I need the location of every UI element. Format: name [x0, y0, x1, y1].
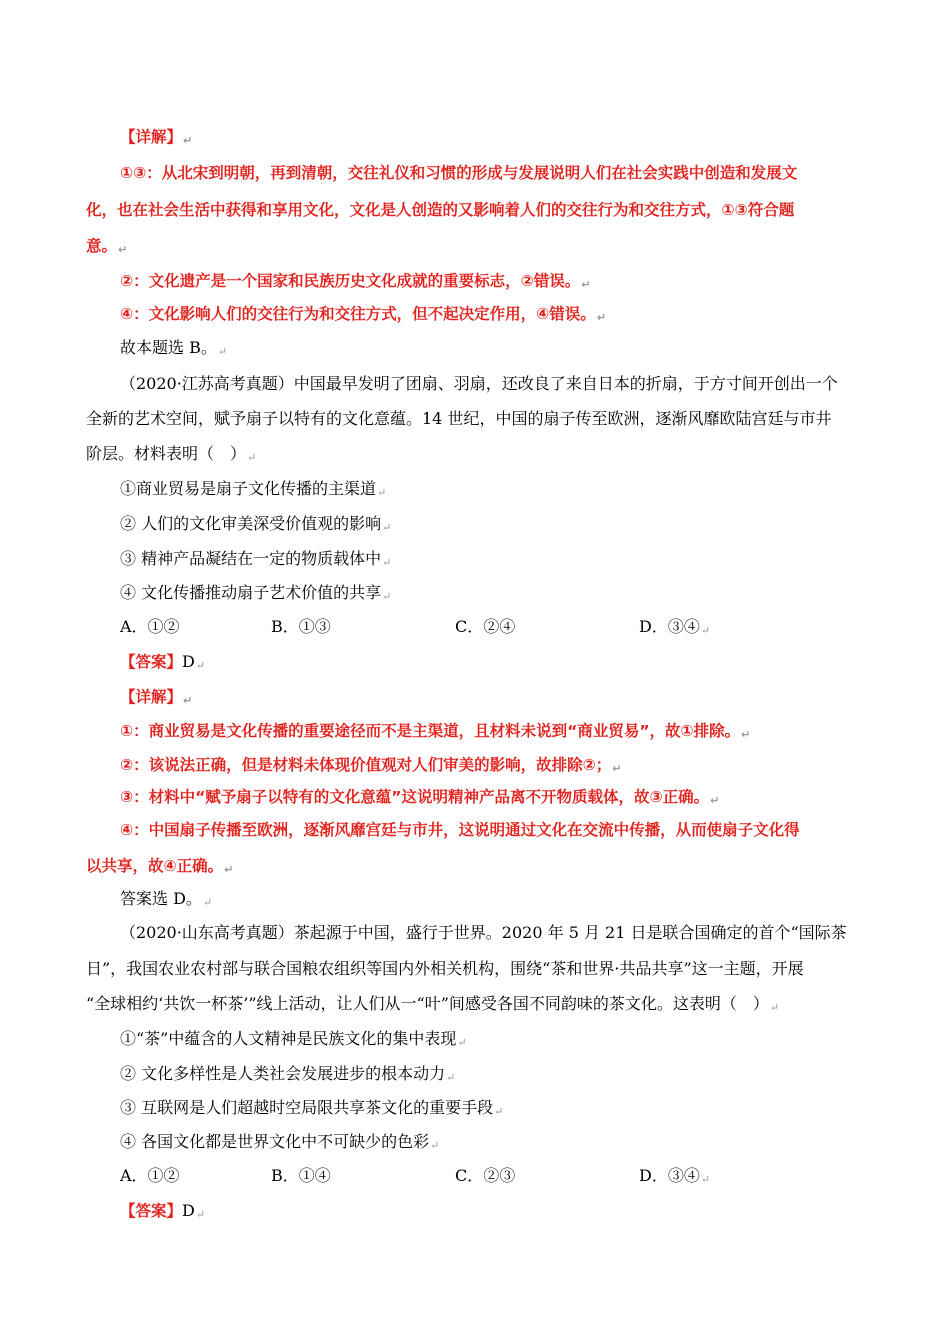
question-stem-line: （2020·山东高考真题）茶起源于中国，盛行于世界。2020 年 5 月 21 日是联合国确定的首个“国际茶 [120, 923, 847, 942]
option-c: C．②③ [455, 1166, 516, 1185]
option-d: D．③④↵ [639, 617, 711, 637]
statement-item: ③ 精神产品凝结在一定的物质载体中↵ [120, 549, 392, 569]
detail-line: ②：该说法正确，但是材料未体现价值观对人们审美的影响，故排除②；↵ [120, 756, 622, 775]
detail-line: 意。↵ [86, 237, 128, 256]
statement-item: ①商业贸易是扇子文化传播的主渠道↵ [120, 479, 387, 499]
detail-line: ③：材料中“赋予扇子以特有的文化意蕴”这说明精神产品离不开物质载体，故③正确。↵ [120, 788, 720, 807]
detail-line: 以共享，故④正确。↵ [86, 857, 234, 876]
detail-tag-1: 【详解】↵ [120, 128, 193, 147]
detail-line: ④：文化影响人们的交往行为和交往方式，但不起决定作用，④错误。↵ [120, 305, 606, 324]
detail-line: ①：商业贸易是文化传播的重要途径而不是主渠道，且材料未说到“商业贸易”，故①排除。↵ [120, 722, 751, 741]
option-a: A．①② [120, 617, 180, 636]
conclusion-1: 故本题选 B。↵ [120, 338, 228, 358]
question-stem-line: 日”，我国农业农村部与联合国粮农组织等国内外相关机构，围绕“茶和世界·共品共享”这一主题，开展 [86, 959, 804, 978]
statement-item: ④ 文化传播推动扇子艺术价值的共享↵ [120, 583, 392, 603]
detail-tag-2: 【详解】↵ [120, 688, 193, 707]
detail-line: 化，也在社会生活中获得和享用文化，文化是人创造的又影响着人们的交往行为和交往方式，①③符合题 [86, 201, 795, 219]
question-stem-line: 全新的艺术空间，赋予扇子以特有的文化意蕴。14 世纪，中国的扇子传至欧洲，逐渐风靡欧陆宫廷与市井 [86, 409, 832, 428]
statement-item: ② 文化多样性是人类社会发展进步的根本动力↵ [120, 1064, 456, 1084]
answer-2: 【答案】D↵ [120, 652, 206, 672]
detail-line: ②：文化遗产是一个国家和民族历史文化成就的重要标志，②错误。↵ [120, 272, 591, 291]
option-c: C．②④ [455, 617, 516, 636]
option-d: D．③④↵ [639, 1166, 711, 1186]
question-stem-line: 阶层。材料表明（ ）↵ [86, 444, 257, 464]
answer-3: 【答案】D↵ [120, 1201, 206, 1221]
option-a: A．①② [120, 1166, 180, 1185]
conclusion-2: 答案选 D。↵ [120, 889, 213, 909]
question-stem-line: “全球相约‘共饮一杯茶’”线上活动，让人们从一“叶”间感受各国不同韵味的茶文化。这表明（ ）↵ [86, 994, 780, 1014]
option-b: B．①③ [271, 617, 331, 636]
statement-item: ④ 各国文化都是世界文化中不可缺少的色彩↵ [120, 1132, 440, 1152]
detail-line: ④：中国扇子传播至欧洲，逐渐风靡宫廷与市井，这说明通过文化在交流中传播，从而使扇子文化得 [120, 821, 800, 839]
statement-item: ② 人们的文化审美深受价值观的影响↵ [120, 514, 392, 534]
statement-item: ①“茶”中蕴含的人文精神是民族文化的集中表现↵ [120, 1029, 467, 1049]
option-b: B．①④ [271, 1166, 331, 1185]
statement-item: ③ 互联网是人们超越时空局限共享茶文化的重要手段↵ [120, 1098, 504, 1118]
question-stem-line: （2020·江苏高考真题）中国最早发明了团扇、羽扇，还改良了来自日本的折扇，于方寸间开创出一个 [120, 374, 838, 393]
detail-line: ①③：从北宋到明朝，再到清朝，交往礼仪和习惯的形成与发展说明人们在社会实践中创造和发展文 [120, 164, 798, 182]
